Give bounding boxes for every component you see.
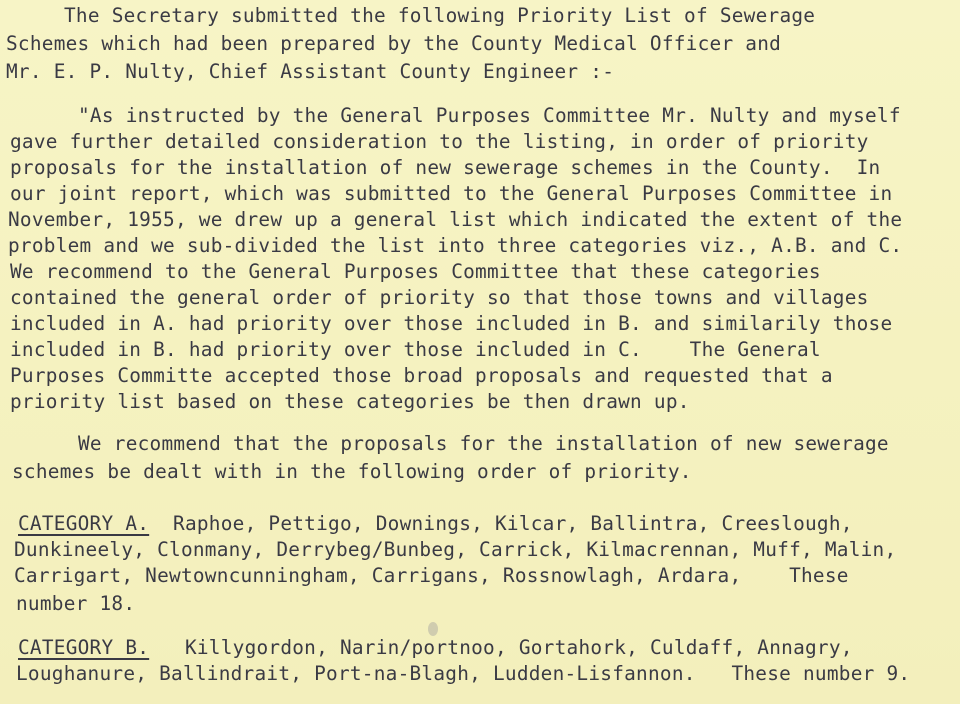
quote-line-3: proposals for the installation of new sewerage schemes in the County. In [10, 156, 881, 179]
intro-line-1: The Secretary submitted the following Priority List of Sewerage [64, 4, 816, 27]
quote-line-10: included in B. had priority over those included in C. The General [10, 338, 821, 361]
category-a-line-2: Dunkineely, Clonmany, Derrybeg/Bunbeg, Carrick, Kilmacrennan, Muff, Malin, [14, 538, 897, 561]
recommend-line-2: schemes be dealt with in the following order of priority. [12, 460, 692, 483]
recommend-line-1: We recommend that the proposals for the installation of new sewerage [78, 432, 889, 455]
category-b-list-start: Killygordon, Narin/portnoo, Gortahork, Culdaff, Annagry, [149, 636, 853, 659]
category-b-line-1 [18, 638, 853, 657]
ink-smudge [428, 622, 438, 636]
intro-line-2: Schemes which had been prepared by the County Medical Officer and [6, 32, 782, 55]
category-b-line-2: Loughanure, Ballindrait, Port-na-Blagh, Ludden-Lisfannon. These number 9. [16, 662, 911, 685]
category-a-line-3: Carrigart, Newtowncunningham, Carrigans, Rossnowlagh, Ardara, These [14, 564, 849, 587]
quote-line-5: November, 1955, we drew up a general list which indicated the extent of the [8, 208, 903, 231]
category-a-line-1 [18, 514, 853, 533]
quote-line-11: Purposes Committe accepted those broad proposals and requested that a [10, 364, 833, 387]
category-a-line-4: number 18. [16, 592, 136, 615]
quote-line-6: problem and we sub-divided the list into three categories viz., A.B. and C. [8, 234, 903, 257]
quote-line-8: contained the general order of priority so that those towns and villages [10, 286, 869, 309]
quote-line-9: included in A. had priority over those included in B. and similarily those [10, 312, 893, 335]
quote-line-4: our joint report, which was submitted to the General Purposes Committee in [10, 182, 893, 205]
quote-line-2: gave further detailed consideration to the listing, in order of priority [10, 130, 869, 153]
intro-line-3: Mr. E. P. Nulty, Chief Assistant County Engineer :- [6, 60, 615, 83]
quote-line-7: We recommend to the General Purposes Committee that these categories [10, 260, 821, 283]
quote-line-12: priority list based on these categories be then drawn up. [10, 390, 690, 413]
category-b-heading: CATEGORY B. [18, 636, 150, 659]
category-a-heading: CATEGORY A. [18, 512, 150, 535]
quote-line-1: "As instructed by the General Purposes Committee Mr. Nulty and myself [78, 104, 901, 127]
category-a-list-start: Raphoe, Pettigo, Downings, Kilcar, Ballintra, Creeslough, [149, 512, 853, 535]
